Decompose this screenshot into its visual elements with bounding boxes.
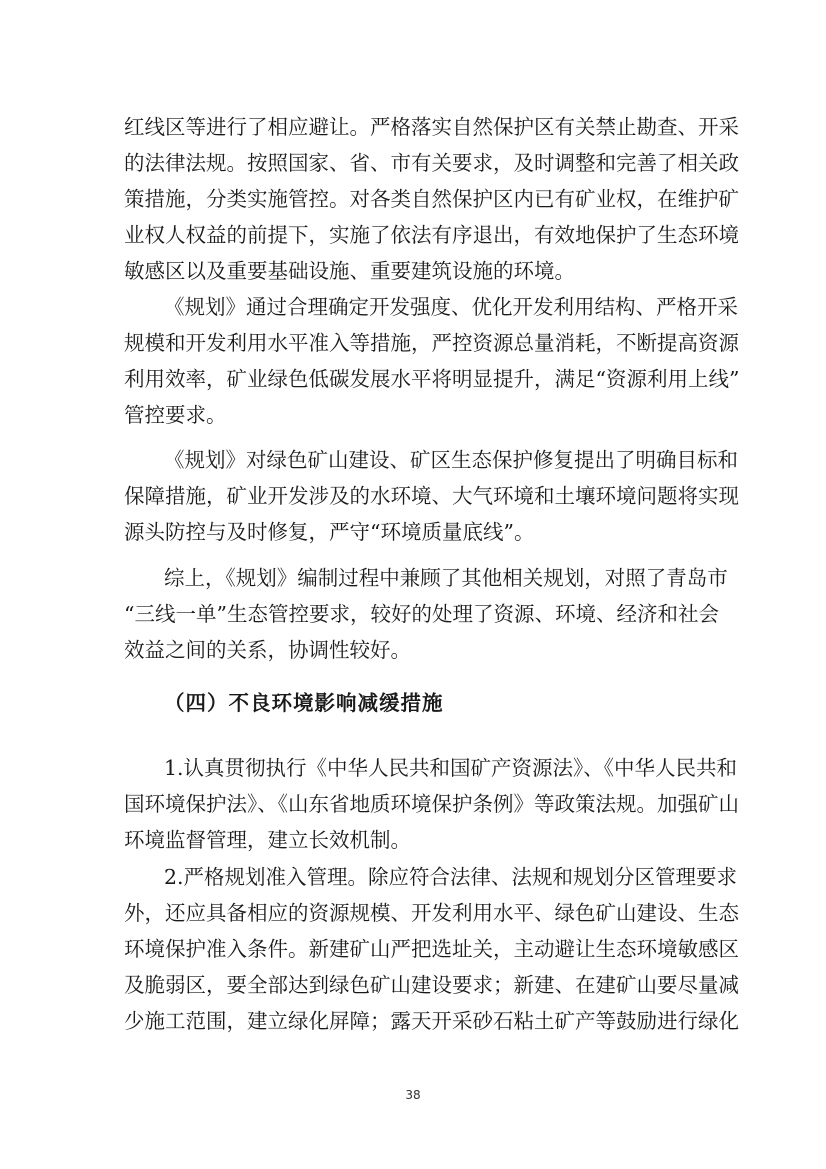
paragraph-line: 及脆弱区，要全部达到绿色矿山建设要求；新建、在建矿山要尽量减 (124, 973, 739, 997)
paragraph-line: 少施工范围，建立绿化屏障；露天开采砂石粘土矿产等鼓励进行绿化 (124, 1009, 739, 1033)
paragraph-line: 综上，《规划》编制过程中兼顾了其他相关规划，对照了青岛市 (164, 566, 728, 590)
paragraph-line: 策措施，分类实施管控。对各类自然保护区内已有矿业权，在维护矿 (124, 187, 739, 211)
section-heading: （四）不良环境影响减缓措施 (164, 691, 444, 715)
paragraph-line: 业权人权益的前提下，实施了依法有序退出，有效地保护了生态环境 (124, 223, 739, 247)
paragraph-line: 源头防控与及时修复，严守“环境质量底线”。 (124, 520, 535, 544)
paragraph-line: 环境监督管理，建立长效机制。 (124, 828, 411, 852)
paragraph-line: 保障措施，矿业开发涉及的水环境、大气环境和土壤环境问题将实现 (124, 484, 739, 508)
paragraph-line: 的法律法规。按照国家、省、市有关要求，及时调整和完善了相关政 (124, 151, 739, 175)
paragraph-line: 《规划》对绿色矿山建设、矿区生态保护修复提出了明确目标和 (164, 448, 738, 472)
paragraph-line: 效益之间的关系，协调性较好。 (124, 638, 411, 662)
paragraph-line: 国环境保护法》、《山东省地质环境保护条例》等政策法规。加强矿山 (124, 792, 739, 816)
paragraph-line: 《规划》通过合理确定开发强度、优化开发利用结构、严格开采 (164, 295, 738, 319)
paragraph-line: 外，还应具备相应的资源规模、开发利用水平、绿色矿山建设、生态 (124, 901, 739, 925)
page-number: 38 (405, 1088, 421, 1102)
paragraph-line: 敏感区以及重要基础设施、重要建筑设施的环境。 (124, 259, 575, 283)
paragraph-line: 2.严格规划准入管理。除应符合法律、法规和规划分区管理要求 (164, 865, 738, 889)
paragraph-line: 利用效率，矿业绿色低碳发展水平将明显提升，满足“资源利用上线” (124, 367, 740, 391)
paragraph-line: 1.认真贯彻执行《中华人民共和国矿产资源法》、《中华人民共和 (164, 756, 738, 780)
paragraph-line: 红线区等进行了相应避让。严格落实自然保护区有关禁止勘查、开采 (124, 115, 739, 139)
paragraph-line: “三线一单”生态管控要求，较好的处理了资源、环境、经济和社会 (124, 602, 719, 626)
paragraph-line: 规模和开发利用水平准入等措施，严控资源总量消耗，不断提高资源 (124, 331, 739, 355)
paragraph-line: 环境保护准入条件。新建矿山严把选址关，主动避让生态环境敏感区 (124, 937, 739, 961)
paragraph-line: 管控要求。 (124, 403, 227, 427)
